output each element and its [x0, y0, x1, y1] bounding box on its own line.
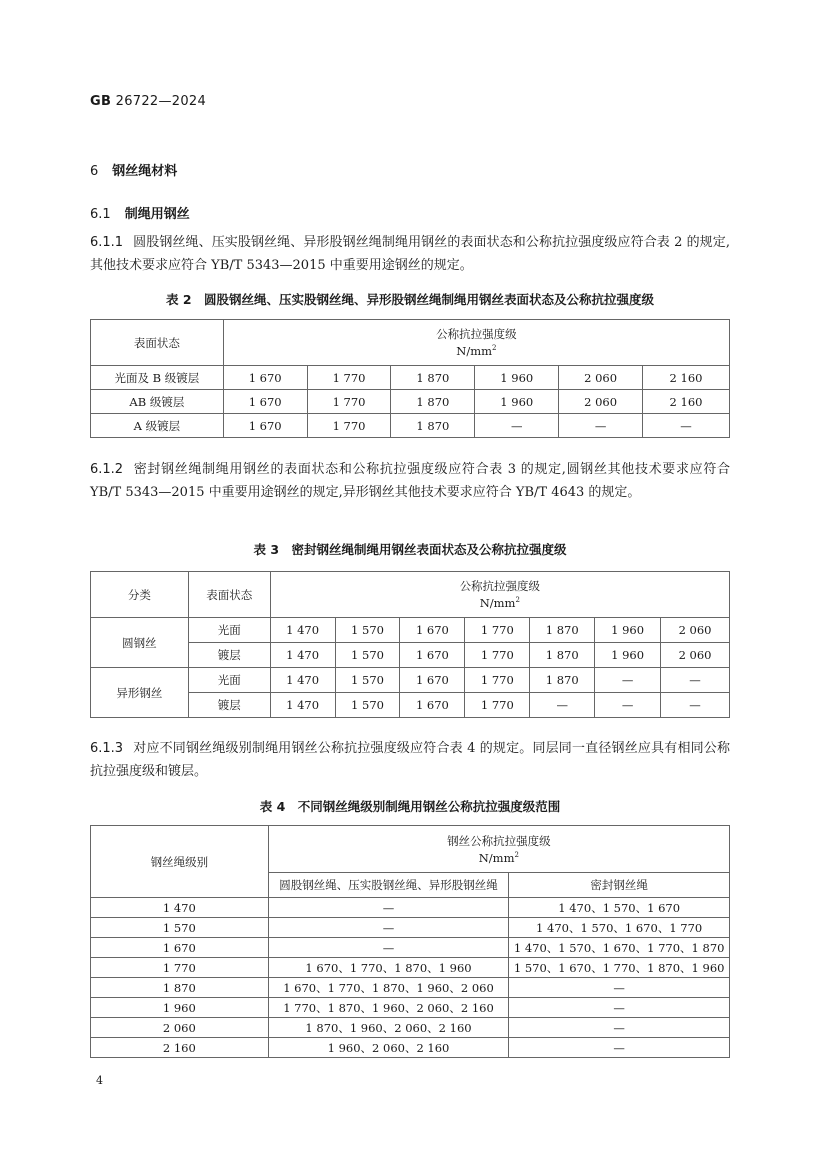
table-cell: 1 960 [475, 366, 559, 390]
table-cell: 2 160 [91, 1038, 269, 1058]
paragraph-6-1-3: 6.1.3 对应不同钢丝绳级别制绳用钢丝公称抗拉强度级应符合表 4 的规定。同层同一直径钢丝应具有相同公称抗拉强度级和镀层。 [90, 741, 730, 779]
table-cell: 1 470 [91, 898, 269, 918]
table-2-head-grade: 公称抗拉强度级 $N/mm^2$ [223, 320, 729, 366]
page-number: 4 [96, 1074, 103, 1087]
table-4 [90, 825, 730, 1058]
table-cell: 1 470、1 570、1 670、1 770、1 870 [509, 938, 730, 958]
table-cell: 1 960 [595, 643, 661, 668]
table-cell: 1 570 [335, 668, 400, 693]
table-row [91, 918, 730, 938]
table-3-head-grade: 公称抗拉强度级 $N/mm^2$ [270, 572, 729, 618]
table-cell: 1 770 [465, 643, 530, 668]
table-row [91, 978, 730, 998]
table-cell: 1 770 [465, 693, 530, 718]
table-cell: 光面 [188, 618, 270, 643]
section-6-1-heading: 6.1 制绳用钢丝 [90, 207, 190, 222]
table-row [91, 898, 730, 918]
paragraph-6-1-2: 6.1.2 密封钢丝绳制绳用钢丝的表面状态和公称抗拉强度级应符合表 3 的规定,圆钢丝其他技术要求应符合 YB/T 5343—2015 中重要用途钢丝的规定,异形钢丝其他技术要求应符合 YB/T 4643 的规定。 [90, 462, 730, 500]
table-cell: 1 960、2 060、2 160 [268, 1038, 509, 1058]
table-cell: 1 670 [91, 938, 269, 958]
table-cell: 1 770 [465, 668, 530, 693]
table-cell: 1 670、1 770、1 870、1 960、2 060 [268, 978, 509, 998]
table-cell: 1 670 [400, 643, 465, 668]
table-row [91, 366, 730, 390]
table-2-head-surface: 表面状态 [91, 320, 224, 366]
table-cell: 1 870 [530, 643, 595, 668]
table-cell: A 级镀层 [91, 414, 224, 438]
table-2-caption: 表 2 圆股钢丝绳、压实股钢丝绳、异形股钢丝绳制绳用钢丝表面状态及公称抗拉强度级 [165, 292, 655, 307]
table-3-head-class: 分类 [91, 572, 189, 618]
table-cell: 2 060 [559, 366, 643, 390]
table-cell: 2 160 [643, 390, 730, 414]
table-cell: — [595, 668, 661, 693]
table-row [91, 1018, 730, 1038]
table-row [91, 668, 730, 693]
section-6-heading: 6 钢丝绳材料 [90, 164, 178, 179]
table-row [91, 958, 730, 978]
table-cell: — [530, 693, 595, 718]
table-cell: 1 770 [465, 618, 530, 643]
table-cell: 镀层 [188, 693, 270, 718]
table-cell: 1 960 [475, 390, 559, 414]
table-cell: — [509, 1018, 730, 1038]
table-row [91, 414, 730, 438]
standard-number: 26722—2024 [115, 94, 207, 109]
table-cell: — [661, 668, 730, 693]
table-cell: 1 470 [270, 693, 335, 718]
table-cell: — [509, 998, 730, 1018]
table-row [91, 390, 730, 414]
table-4-caption: 表 4 不同钢丝绳级别制绳用钢丝公称抗拉强度级范围 [259, 799, 561, 814]
table-cell: — [475, 414, 559, 438]
table-cell: 2 060 [661, 618, 730, 643]
table-cell: 1 570 [335, 693, 400, 718]
table-cell: 2 060 [661, 643, 730, 668]
table-cell: 异形钢丝 [91, 668, 189, 718]
table-cell: 1 770 [307, 390, 391, 414]
table-cell: 1 670、1 770、1 870、1 960 [268, 958, 509, 978]
table-4-head-wire: 钢丝公称抗拉强度级 $N/mm^2$ [268, 826, 729, 873]
table-cell: 1 870 [391, 414, 475, 438]
table-cell: 1 870 [391, 390, 475, 414]
table-cell: 1 670 [223, 414, 307, 438]
table-cell: 1 670 [400, 618, 465, 643]
table-3-head-surface: 表面状态 [188, 572, 270, 618]
table-cell: — [661, 693, 730, 718]
paragraph-6-1-1: 6.1.1 圆股钢丝绳、压实股钢丝绳、异形股钢丝绳制绳用钢丝的表面状态和公称抗拉强度级应符合表 2 的规定,其他技术要求应符合 YB/T 5343—2015 中重要用途钢丝的规定。 [90, 235, 730, 273]
table-cell: 1 570 [91, 918, 269, 938]
table-cell: 1 570 [335, 643, 400, 668]
table-3 [90, 571, 730, 718]
table-cell: 圆钢丝 [91, 618, 189, 668]
table-cell: — [268, 898, 509, 918]
table-row [91, 1038, 730, 1058]
table-4-sub-round: 圆股钢丝绳、压实股钢丝绳、异形股钢丝绳 [268, 873, 509, 898]
table-cell: — [509, 978, 730, 998]
table-cell: — [595, 693, 661, 718]
table-3-caption: 表 3 密封钢丝绳制绳用钢丝表面状态及公称抗拉强度级 [253, 542, 567, 557]
table-cell: 1 670 [400, 668, 465, 693]
table-cell: 1 870 [391, 366, 475, 390]
table-cell: 2 060 [91, 1018, 269, 1038]
table-cell: 1 770、1 870、1 960、2 060、2 160 [268, 998, 509, 1018]
table-cell: 光面 [188, 668, 270, 693]
table-cell: 1 670 [400, 693, 465, 718]
table-cell: 2 160 [643, 366, 730, 390]
table-cell: 镀层 [188, 643, 270, 668]
table-4-head-grade: 钢丝绳级别 [91, 826, 269, 898]
table-cell: 1 960 [595, 618, 661, 643]
table-cell: 1 770 [91, 958, 269, 978]
table-cell: 1 870 [91, 978, 269, 998]
table-cell: 1 470 [270, 668, 335, 693]
table-cell: — [268, 938, 509, 958]
table-cell: 光面及 B 级镀层 [91, 366, 224, 390]
table-cell: 1 770 [307, 366, 391, 390]
table-cell: AB 级镀层 [91, 390, 224, 414]
table-cell: 1 570 [335, 618, 400, 643]
table-row [91, 938, 730, 958]
table-cell: 1 960 [91, 998, 269, 1018]
standard-code: GB [90, 94, 112, 109]
table-cell: — [268, 918, 509, 938]
table-cell: 1 870 [530, 668, 595, 693]
table-cell: 1 470 [270, 643, 335, 668]
table-cell: — [643, 414, 730, 438]
table-cell: — [509, 1038, 730, 1058]
table-row [91, 618, 730, 643]
table-cell: 1 470、1 570、1 670、1 770 [509, 918, 730, 938]
table-cell: — [559, 414, 643, 438]
table-cell: 1 570、1 670、1 770、1 870、1 960 [509, 958, 730, 978]
table-4-sub-sealed: 密封钢丝绳 [509, 873, 730, 898]
table-row [91, 998, 730, 1018]
table-cell: 1 470、1 570、1 670 [509, 898, 730, 918]
table-cell: 2 060 [559, 390, 643, 414]
table-cell: 1 670 [223, 390, 307, 414]
table-2 [90, 319, 730, 438]
table-cell: 1 870、1 960、2 060、2 160 [268, 1018, 509, 1038]
table-cell: 1 770 [307, 414, 391, 438]
table-cell: 1 870 [530, 618, 595, 643]
table-cell: 1 670 [223, 366, 307, 390]
table-cell: 1 470 [270, 618, 335, 643]
document-header [90, 94, 206, 109]
